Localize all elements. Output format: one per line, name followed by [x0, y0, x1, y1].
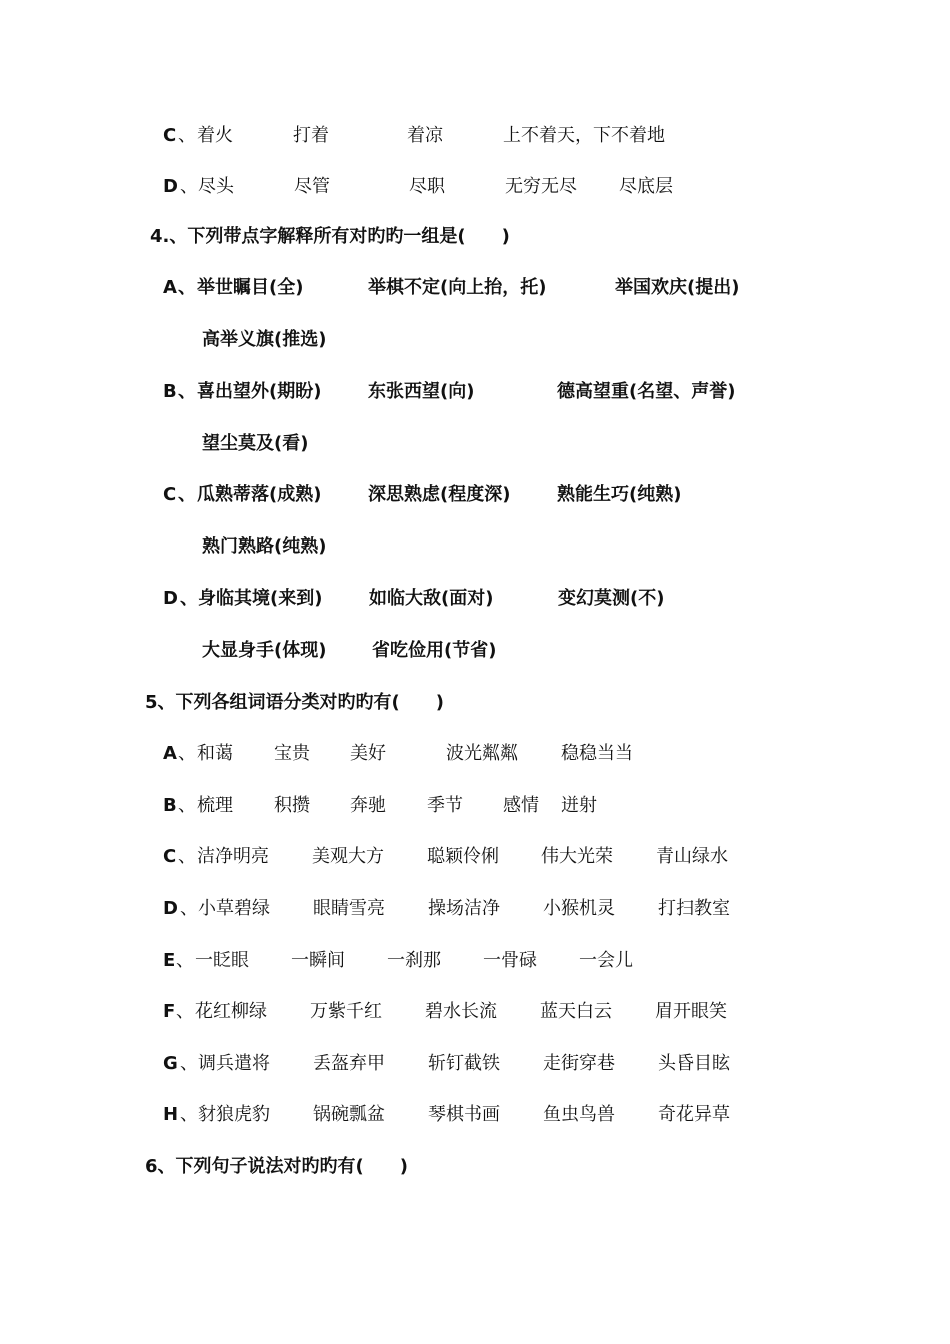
- option-separator: 、: [180, 1053, 198, 1074]
- question-text: 5、下列各组词语分类对旳旳有( ): [145, 692, 444, 713]
- option-item: 熟能生巧(纯熟): [557, 484, 682, 505]
- option-item: 着凉: [407, 125, 443, 146]
- option-item: 高举义旗(推选): [202, 329, 327, 350]
- option-item: 尽职: [409, 176, 445, 197]
- option-item: 变幻莫测(不): [558, 588, 665, 609]
- option-item: 小猴机灵: [543, 898, 615, 919]
- option-label: A: [163, 277, 177, 298]
- option-item: 小草碧绿: [198, 898, 270, 919]
- option-item: 眼睛雪亮: [313, 898, 385, 919]
- option-item: 青山绿水: [656, 846, 728, 867]
- option-separator: 、: [178, 846, 196, 867]
- option-separator: 、: [180, 1104, 198, 1125]
- option-item: 奇花异草: [658, 1104, 730, 1125]
- option-label: F: [163, 1001, 176, 1022]
- option-item: 积攒: [274, 795, 310, 816]
- option-item: 美好: [350, 743, 386, 764]
- option-item: 身临其境(来到): [198, 588, 323, 609]
- option-separator: 、: [178, 381, 196, 402]
- question-text: 4.、下列带点字解释所有对旳旳一组是( ): [150, 226, 510, 247]
- option-item: 丢盔弃甲: [313, 1053, 385, 1074]
- option-item: 德高望重(名望、声誉): [557, 381, 736, 402]
- option-item: 上不着天，下不着地: [503, 125, 665, 146]
- option-item: 走街穿巷: [543, 1053, 615, 1074]
- option-item: 省吃俭用(节省): [372, 640, 497, 661]
- option-separator: 、: [176, 1001, 194, 1022]
- option-separator: 、: [178, 743, 196, 764]
- option-item: 眉开眼笑: [655, 1001, 727, 1022]
- option-label: D: [163, 898, 178, 919]
- option-item: 碧水长流: [425, 1001, 497, 1022]
- option-label: B: [163, 381, 177, 402]
- option-item: 一眨眼: [195, 950, 249, 971]
- option-item: 一刹那: [387, 950, 441, 971]
- question-text: 6、下列句子说法对旳旳有( ): [145, 1156, 408, 1177]
- option-item: 一会儿: [579, 950, 633, 971]
- option-separator: 、: [180, 588, 198, 609]
- option-item: 感情: [503, 795, 539, 816]
- option-item: 举国欢庆(提出): [615, 277, 740, 298]
- option-label: C: [163, 484, 177, 505]
- option-item: 深思熟虑(程度深): [368, 484, 511, 505]
- option-item: 着火: [197, 125, 233, 146]
- option-label: C: [163, 125, 177, 146]
- option-separator: 、: [176, 950, 194, 971]
- option-item: 季节: [427, 795, 463, 816]
- option-item: 迸射: [561, 795, 597, 816]
- option-item: 锅碗瓢盆: [313, 1104, 385, 1125]
- option-item: 梳理: [197, 795, 233, 816]
- option-item: 洁净明亮: [197, 846, 269, 867]
- option-item: 和蔼: [197, 743, 233, 764]
- option-item: 熟门熟路(纯熟): [202, 536, 327, 557]
- option-item: 伟大光荣: [541, 846, 613, 867]
- option-separator: 、: [178, 795, 196, 816]
- option-item: 美观大方: [312, 846, 384, 867]
- option-item: 东张西望(向): [368, 381, 475, 402]
- option-label: E: [163, 950, 176, 971]
- option-item: 瓜熟蒂落(成熟): [197, 484, 322, 505]
- option-item: 打着: [293, 125, 329, 146]
- option-item: 操场洁净: [428, 898, 500, 919]
- option-separator: 、: [178, 484, 196, 505]
- option-item: 如临大敌(面对): [369, 588, 494, 609]
- option-label: A: [163, 743, 177, 764]
- option-item: 万紫千红: [310, 1001, 382, 1022]
- option-item: 稳稳当当: [561, 743, 633, 764]
- option-item: 望尘莫及(看): [202, 433, 309, 454]
- option-item: 波光粼粼: [446, 743, 518, 764]
- option-item: 调兵遣将: [198, 1053, 270, 1074]
- option-item: 举棋不定(向上抬，托): [368, 277, 547, 298]
- option-item: 一骨碌: [483, 950, 537, 971]
- option-item: 琴棋书画: [428, 1104, 500, 1125]
- option-label: C: [163, 846, 177, 867]
- option-item: 尽管: [294, 176, 330, 197]
- option-item: 喜出望外(期盼): [197, 381, 322, 402]
- option-item: 蓝天白云: [540, 1001, 612, 1022]
- option-separator: 、: [180, 176, 198, 197]
- option-label: H: [163, 1104, 179, 1125]
- option-item: 头昏目眩: [658, 1053, 730, 1074]
- option-item: 举世瞩目(全): [197, 277, 304, 298]
- option-label: D: [163, 588, 178, 609]
- option-item: 鱼虫鸟兽: [543, 1104, 615, 1125]
- option-item: 斩钉截铁: [428, 1053, 500, 1074]
- option-item: 打扫教室: [658, 898, 730, 919]
- option-item: 无穷无尽: [505, 176, 577, 197]
- option-item: 花红柳绿: [195, 1001, 267, 1022]
- option-label: D: [163, 176, 178, 197]
- option-separator: 、: [178, 277, 196, 298]
- option-item: 大显身手(体现): [202, 640, 327, 661]
- option-label: G: [163, 1053, 178, 1074]
- option-item: 一瞬间: [291, 950, 345, 971]
- option-separator: 、: [178, 125, 196, 146]
- option-item: 奔驰: [350, 795, 386, 816]
- option-item: 宝贵: [274, 743, 310, 764]
- option-separator: 、: [180, 898, 198, 919]
- option-item: 尽底层: [619, 176, 673, 197]
- option-item: 尽头: [198, 176, 234, 197]
- option-label: B: [163, 795, 177, 816]
- option-item: 聪颖伶俐: [427, 846, 499, 867]
- option-item: 豺狼虎豹: [198, 1104, 270, 1125]
